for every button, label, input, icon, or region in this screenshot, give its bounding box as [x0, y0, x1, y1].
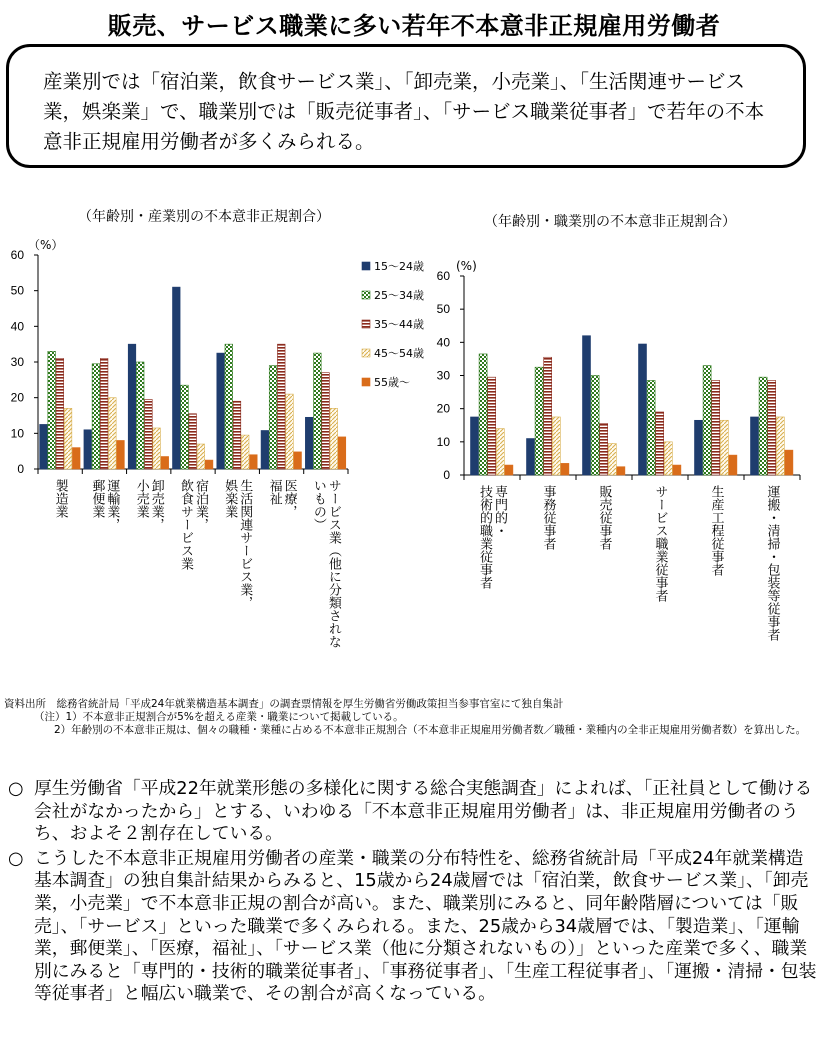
bullet-icon: ○ [8, 778, 24, 799]
source-notes [4, 698, 820, 737]
bar [673, 465, 681, 475]
bar [527, 439, 535, 475]
category-label: 福祉 [266, 479, 282, 505]
bar [128, 344, 136, 469]
bar [84, 430, 92, 469]
legend-label: 45～54歳 [374, 347, 424, 360]
bar [583, 336, 591, 475]
legend-label: 35～44歳 [374, 318, 424, 331]
category-label: サービス職業従事者 [652, 485, 668, 602]
y-tick-label: 60 [10, 248, 24, 262]
y-tick-label: 10 [10, 426, 24, 441]
bar [286, 394, 294, 469]
bar [136, 362, 144, 469]
bar [64, 408, 72, 469]
bar [535, 367, 543, 475]
category-label: 飲食サービス業 [178, 479, 193, 570]
category-label: 運搬・清掃・包装等従事者 [764, 485, 780, 641]
y-tick-label: 40 [436, 335, 450, 350]
category-label: 医療， [281, 479, 297, 518]
chart1-title: （年齢別・産業別の不本意非正規割合） [78, 209, 330, 225]
legend-label: 15～24歳 [374, 260, 424, 273]
bar [277, 344, 285, 469]
bar [729, 455, 737, 475]
bar [639, 344, 647, 475]
y-tick-label: 50 [10, 283, 24, 298]
bar [145, 399, 153, 469]
page-title: 販売、サービス職業に多い若年不本意非正規雇用労働者 [107, 12, 721, 40]
bar [712, 380, 720, 475]
bar [241, 435, 249, 469]
y-tick-label: 30 [10, 355, 24, 369]
occupation-chart [420, 256, 825, 676]
y-tick-label: 20 [436, 401, 450, 416]
bar [330, 408, 338, 469]
bar [591, 376, 599, 476]
bar [181, 385, 189, 469]
summary-text: 産業別では「宿泊業，飲食サービス業」、「卸売業，小売業」、「生活関連サービス業，娯楽業」で、職業別では「販売従事者」、「サービス職業従事者」で若年の不本意非正規雇用労働者が多くみられる。 [43, 70, 765, 153]
bar [189, 414, 197, 469]
category-label: 事務従事者 [540, 485, 556, 550]
bar [314, 353, 322, 469]
bar [479, 354, 487, 475]
legend-swatch [362, 262, 370, 270]
bar [294, 452, 302, 469]
bar [544, 357, 552, 475]
legend-label: 25～34歳 [374, 289, 424, 302]
bar [173, 287, 181, 469]
bar [656, 412, 664, 475]
bar [322, 373, 330, 469]
y-tick-label: 40 [10, 319, 24, 334]
bar [161, 457, 169, 469]
category-label: いもの） [310, 479, 326, 531]
category-label: 小売業 [133, 479, 149, 518]
bar [338, 437, 346, 469]
bar [720, 420, 728, 475]
y-tick-label: 20 [10, 390, 24, 405]
bar [608, 443, 616, 475]
legend-swatch [362, 349, 370, 357]
bar [471, 417, 479, 475]
bar [117, 440, 125, 469]
industry-chart [0, 236, 424, 686]
legend-swatch [362, 378, 370, 386]
bar [109, 398, 117, 469]
bar [250, 455, 258, 469]
paragraph-1 [8, 778, 818, 846]
y-axis-label: （%） [28, 238, 64, 252]
bar [40, 424, 48, 469]
legend-swatch [362, 320, 370, 328]
y-tick-label: 30 [436, 368, 450, 383]
y-tick-label: 0 [17, 462, 24, 476]
note-1: （注）1）不本意非正規割合が5%を超える産業・職業について掲載している。 [34, 711, 404, 723]
legend-swatch [362, 291, 370, 299]
bar [261, 430, 269, 469]
bar [488, 377, 496, 475]
category-label: 生活関連サービス業， [237, 479, 253, 609]
bar [600, 424, 608, 475]
bar [269, 366, 277, 469]
category-label: 卸売業， [148, 479, 164, 531]
paragraph-2-text: こうした不本意非正規雇用労働者の産業・職業の分布特性を、総務省統計局「平成24年就業構造基本調査」の独自集計結果からみると、15歳から24歳層では「宿泊業，飲食サービス業」、「卸売業，小売業」で不本意非正規の割合が高い。また、職業別にみると、同年齢階層については「販売」、「サービス」といった職業で多くみられる。また、25歳から34歳層では、「製造業」、「運輸業，郵便業」、「医療，福祉」、「サービス業（他に分類されないもの）」といった産業で多く、職業別にみると「専門的・技術的職業従事者」、「事務従事者」、「生産工程従事者」、「運搬・清掃・包装等従事者」と幅広い職業で、その割合が高くなっている。 [34, 847, 817, 1005]
chart2-title: （年齢別・職業別の不本意非正規割合） [484, 214, 736, 230]
bar [305, 417, 313, 469]
bar [72, 448, 80, 469]
paragraph-2 [8, 848, 818, 1006]
bar [561, 463, 569, 475]
bar [197, 444, 205, 469]
bar [768, 380, 776, 475]
bar [776, 417, 784, 475]
bar [505, 465, 513, 475]
bullet-icon: ○ [8, 847, 24, 869]
y-tick-label: 50 [436, 302, 450, 317]
category-label: 製造業 [52, 479, 68, 518]
body-text [8, 778, 818, 1008]
bar [552, 417, 560, 475]
bar [695, 420, 703, 475]
bar [233, 401, 241, 469]
note-2: 2）年齢別の不本意非正規は、個々の職種・業種に占める不本意非正規割合（不本意非正規雇用労働者数／職種・業種内の全非正規雇用労働者数）を算出した。 [54, 724, 807, 736]
y-axis-label: (%) [456, 259, 477, 273]
category-label: 生産工程従事者 [708, 485, 724, 576]
category-label: 技術的職業従事者 [477, 485, 492, 589]
bar [617, 467, 625, 475]
bar [100, 358, 108, 469]
bar [153, 428, 161, 469]
category-label: サービス業（他に分類されな [325, 479, 341, 648]
category-label: 運輸業， [104, 479, 120, 531]
summary-box [6, 44, 806, 168]
bar [217, 353, 225, 469]
bar [496, 429, 504, 475]
bar [56, 358, 64, 469]
bar [759, 377, 767, 475]
y-tick-label: 60 [436, 269, 450, 283]
y-tick-label: 0 [443, 468, 450, 482]
bar [751, 417, 759, 475]
paragraph-1-text: 厚生労働省「平成22年就業形態の多様化に関する総合実態調査」によれば、「正社員として働ける会社がなかったから」とする、いわゆる「不本意非正規雇用労働者」は、非正規雇用労働者のうち、およそ２割存在している。 [34, 778, 813, 845]
bar [703, 366, 711, 475]
bar [664, 442, 672, 475]
category-label: 宿泊業， [193, 479, 208, 531]
bar [92, 364, 100, 469]
y-tick-label: 10 [436, 434, 450, 449]
bar [225, 344, 233, 469]
category-label: 郵便業 [89, 479, 105, 518]
bar [48, 351, 56, 469]
category-label: 販売従事者 [596, 485, 612, 550]
category-label: 娯楽業 [222, 479, 238, 518]
bar [785, 450, 793, 475]
legend-label: 55歳～ [374, 376, 410, 389]
category-label: 専門的・ [492, 485, 507, 537]
source-text: 資料出所 総務省統計局「平成24年就業構造基本調査」の調査票情報を厚生労働省労働政策担当参事官室にて独自集計 [4, 698, 564, 710]
bar [205, 460, 213, 469]
bar [647, 380, 655, 475]
